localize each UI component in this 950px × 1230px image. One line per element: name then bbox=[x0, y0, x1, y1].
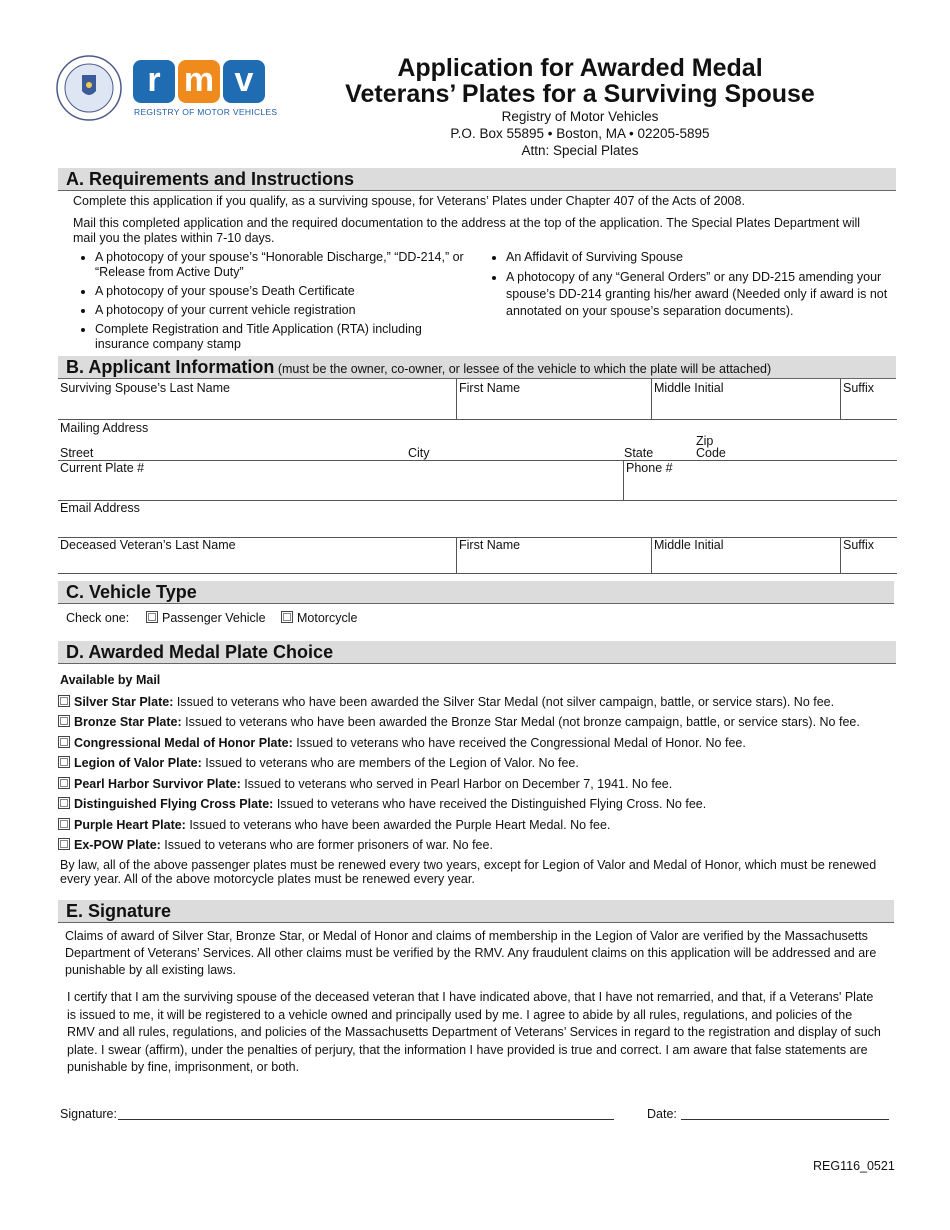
plate-name: Silver Star Plate: bbox=[74, 695, 174, 709]
section-b-title: B. Applicant Information bbox=[66, 357, 275, 377]
street-label: Street bbox=[60, 446, 94, 460]
section-c-title: C. Vehicle Type bbox=[66, 582, 197, 602]
divider bbox=[651, 537, 652, 573]
form-id: REG116_0521 bbox=[813, 1159, 895, 1173]
plate-name: Distinguished Flying Cross Plate: bbox=[74, 797, 274, 811]
divider bbox=[840, 537, 841, 573]
ex-pow-checkbox[interactable] bbox=[58, 838, 70, 850]
section-a-mail-instructions: Mail this completed application and the required documentation to the address at the top of the application. The Special Plates Department will mail you the plates within 7-10 days. bbox=[73, 216, 861, 245]
list-item: • A photocopy of any “General Orders” or any DD-215 amending your spouse’s DD-214 granting his/her award (Needed only if award is not annotated on your spouse’s separation documents). bbox=[506, 269, 911, 320]
plate-desc: Issued to veterans who have been awarded the Purple Heart Medal. No fee. bbox=[185, 818, 611, 832]
title-line-1: Application for Awarded Medal bbox=[397, 54, 763, 82]
zip-line-2: Code bbox=[696, 446, 726, 460]
org-name: Registry of Motor Vehicles bbox=[501, 109, 659, 124]
zip-code-label bbox=[696, 435, 726, 459]
divider bbox=[58, 500, 897, 501]
date-line[interactable] bbox=[681, 1119, 889, 1120]
attn-line: Attn: Special Plates bbox=[521, 143, 639, 158]
divider bbox=[456, 379, 457, 419]
claims-verification-text: Claims of award of Silver Star, Bronze Star, or Medal of Honor and claims of membership in the Legion of Valor are verified by the Massachusetts Department of Veterans’ Services. All other claims must be verified by the RMV. Any fraudulent claims on this application will be addressed and are punishable by all existing laws. bbox=[65, 929, 877, 977]
divider bbox=[840, 379, 841, 419]
divider bbox=[58, 460, 897, 461]
motorcycle-option[interactable] bbox=[281, 611, 357, 625]
divider bbox=[623, 460, 624, 500]
section-d-header bbox=[58, 641, 896, 664]
plate-desc: Issued to veterans who served in Pearl Harbor on December 7, 1941. No fee. bbox=[240, 777, 673, 791]
rmv-logo-v: v bbox=[223, 60, 265, 103]
section-e-header bbox=[58, 900, 894, 923]
certification-text: I certify that I am the surviving spouse of the deceased veteran that I have indicated above, that I have not remarried, and that, if a Veterans' Plate is issued to me, it will be registered to a vehicle owned and principally used by me. I agree to abide by all rules, regulations, and policies of the RMV and all rules, regulations, and policies of the Massachusetts Department of Veterans’ Services in regard to the registration and display of such plate. I swear (affirm), under the penalties of perjury, that the information I have provided is true and correct. I am aware that false statements are punishable by fine, imprisonment, or both. bbox=[67, 990, 881, 1074]
plate-name: Pearl Harbor Survivor Plate: bbox=[74, 777, 241, 791]
phone-label: Phone # bbox=[626, 461, 673, 475]
rmv-logo-r: r bbox=[133, 60, 175, 103]
section-e-title: E. Signature bbox=[66, 901, 172, 921]
veteran-suffix-label: Suffix bbox=[843, 538, 875, 552]
passenger-vehicle-option[interactable] bbox=[146, 611, 266, 625]
section-d-title: D. Awarded Medal Plate Choice bbox=[66, 642, 334, 662]
list-item: • A photocopy of your spouse’s Death Certificate bbox=[95, 284, 465, 299]
city-label: City bbox=[408, 446, 430, 460]
requirements-list-right bbox=[484, 250, 911, 324]
list-item: • Complete Registration and Title Application (RTA) including insurance company stamp bbox=[95, 322, 465, 352]
list-item: • A photocopy of your spouse’s “Honorable Discharge,” “DD-214,” or “Release from Active Duty” bbox=[95, 250, 465, 280]
veteran-last-name-label: Deceased Veteran’s Last Name bbox=[60, 538, 236, 552]
bronze-star-option[interactable] bbox=[58, 715, 860, 729]
purple-heart-option[interactable] bbox=[58, 818, 610, 832]
rmv-logo-subtitle: REGISTRY OF MOTOR VEHICLES bbox=[134, 107, 278, 117]
plate-desc: Issued to veterans who have been awarded the Silver Star Medal (not silver campaign, battle, or service stars). No fee. bbox=[173, 695, 835, 709]
mailing-address-label: Mailing Address bbox=[60, 421, 149, 435]
plate-desc: Issued to veterans who have been awarded the Bronze Star Medal (not bronze campaign, battle, or service stars). No fee. bbox=[181, 715, 860, 729]
plate-desc: Issued to veterans who have received the Congressional Medal of Honor. No fee. bbox=[292, 736, 746, 750]
divider bbox=[58, 419, 897, 420]
passenger-vehicle-checkbox[interactable] bbox=[146, 611, 158, 623]
flying-cross-option[interactable] bbox=[58, 797, 706, 811]
mailing-header bbox=[330, 108, 830, 159]
title-line-2: Veterans’ Plates for a Surviving Spouse bbox=[345, 80, 815, 108]
medal-of-honor-checkbox[interactable] bbox=[58, 736, 70, 748]
signature-line[interactable] bbox=[118, 1119, 614, 1120]
motorcycle-checkbox[interactable] bbox=[281, 611, 293, 623]
po-box: P.O. Box 55895 • Boston, MA • 02205-5895 bbox=[450, 126, 710, 141]
flying-cross-checkbox[interactable] bbox=[58, 797, 70, 809]
requirements-list-left bbox=[73, 250, 465, 356]
state-label: State bbox=[624, 446, 654, 460]
plate-desc: Issued to veterans who have received the Distinguished Flying Cross. No fee. bbox=[273, 797, 707, 811]
section-a-title: A. Requirements and Instructions bbox=[66, 169, 355, 189]
massachusetts-seal-icon bbox=[56, 55, 122, 121]
pearl-harbor-option[interactable] bbox=[58, 777, 672, 791]
plate-name: Congressional Medal of Honor Plate: bbox=[74, 736, 293, 750]
pearl-harbor-checkbox[interactable] bbox=[58, 777, 70, 789]
veteran-middle-initial-label: Middle Initial bbox=[654, 538, 724, 552]
divider bbox=[651, 379, 652, 419]
motorcycle-label: Motorcycle bbox=[297, 611, 358, 625]
first-name-label: First Name bbox=[459, 381, 521, 395]
plate-desc: Issued to veterans who are members of the Legion of Valor. No fee. bbox=[201, 756, 579, 770]
plate-name: Legion of Valor Plate: bbox=[74, 756, 202, 770]
section-b-header bbox=[58, 356, 896, 379]
passenger-vehicle-label: Passenger Vehicle bbox=[162, 611, 266, 625]
check-one-label: Check one: bbox=[66, 611, 130, 625]
divider bbox=[456, 537, 457, 573]
divider bbox=[58, 573, 897, 574]
email-address-label: Email Address bbox=[60, 501, 140, 515]
bronze-star-checkbox[interactable] bbox=[58, 715, 70, 727]
ex-pow-option[interactable] bbox=[58, 838, 493, 852]
plate-name: Bronze Star Plate: bbox=[74, 715, 182, 729]
silver-star-option[interactable] bbox=[58, 695, 834, 709]
purple-heart-checkbox[interactable] bbox=[58, 818, 70, 830]
date-label: Date: bbox=[647, 1107, 677, 1121]
silver-star-checkbox[interactable] bbox=[58, 695, 70, 707]
veteran-first-name-label: First Name bbox=[459, 538, 521, 552]
section-a-intro: Complete this application if you qualify, as a surviving spouse, for Veterans’ Plates under Chapter 407 of the Acts of 2008. bbox=[73, 194, 745, 208]
section-a-header bbox=[58, 168, 896, 191]
available-by-mail-label: Available by Mail bbox=[60, 673, 161, 687]
section-b-subtitle: (must be the owner, co-owner, or lessee of the vehicle to which the plate will be attached) bbox=[277, 362, 772, 376]
legion-of-valor-checkbox[interactable] bbox=[58, 756, 70, 768]
legion-of-valor-option[interactable] bbox=[58, 756, 579, 770]
page-title bbox=[330, 55, 830, 107]
middle-initial-label: Middle Initial bbox=[654, 381, 724, 395]
plate-desc: Issued to veterans who are former prisoners of war. No fee. bbox=[160, 838, 493, 852]
rmv-logo-m: m bbox=[178, 60, 220, 103]
section-c-header bbox=[58, 581, 894, 604]
zip-line-1: Zip bbox=[696, 434, 714, 448]
rmv-logo bbox=[133, 60, 268, 103]
current-plate-label: Current Plate # bbox=[60, 461, 145, 475]
spouse-last-name-label: Surviving Spouse’s Last Name bbox=[60, 381, 230, 395]
renewal-note: By law, all of the above passenger plates must be renewed every two years, except for Legion of Valor and Medal of Honor, which must be renewed every year. All of the above motorcycle plates must be renewed every year. bbox=[60, 858, 877, 886]
list-item: • An Affidavit of Surviving Spouse bbox=[506, 250, 911, 265]
signature-label: Signature: bbox=[60, 1107, 117, 1121]
list-item: • A photocopy of your current vehicle registration bbox=[95, 303, 465, 318]
medal-of-honor-option[interactable] bbox=[58, 736, 746, 750]
suffix-label: Suffix bbox=[843, 381, 875, 395]
plate-name: Ex-POW Plate: bbox=[74, 838, 161, 852]
plate-name: Purple Heart Plate: bbox=[74, 818, 186, 832]
